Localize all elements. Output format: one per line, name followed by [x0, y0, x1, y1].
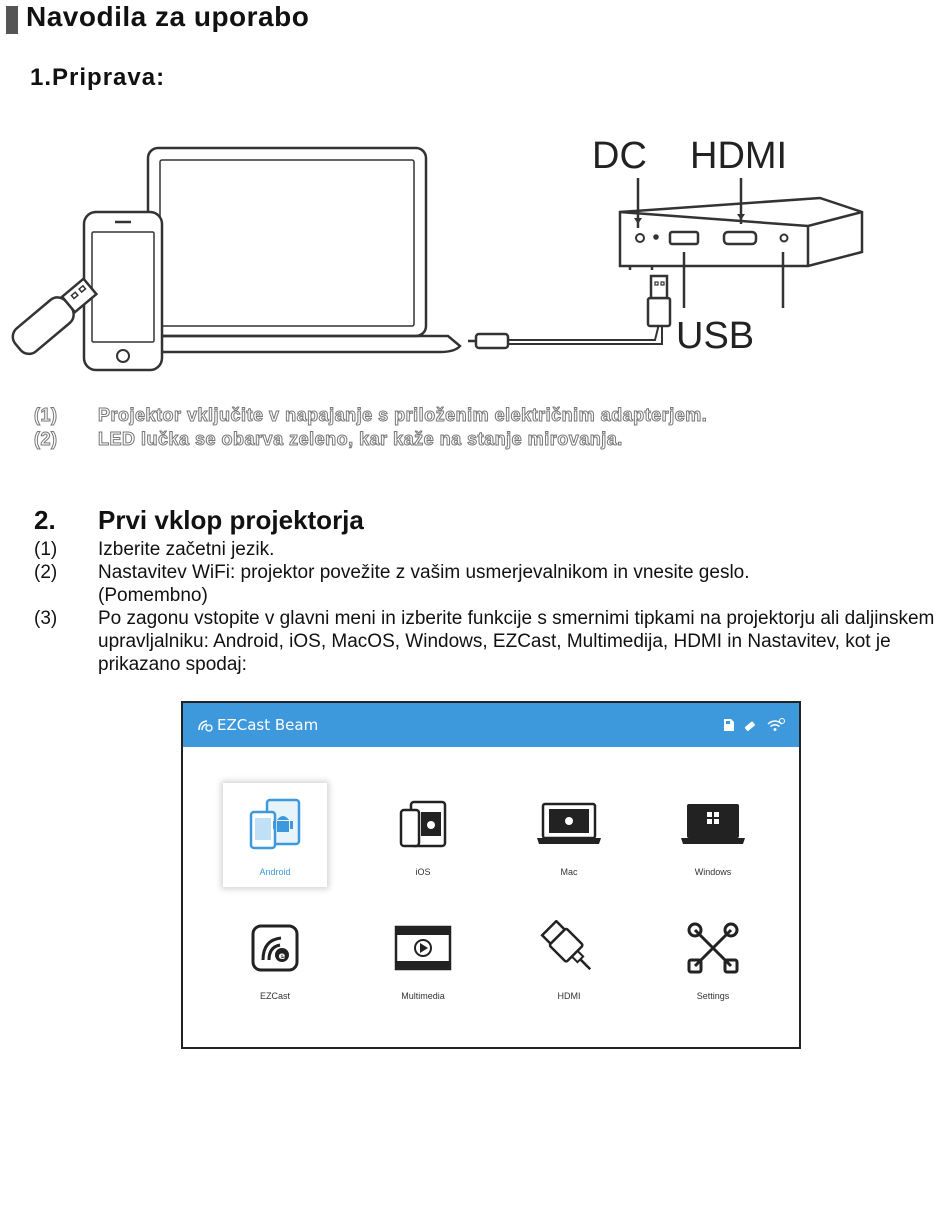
- step-number: (2): [34, 562, 58, 583]
- ezcast-icon: [249, 919, 301, 977]
- windows-icon: [677, 795, 749, 853]
- tile-label: Settings: [696, 991, 730, 1001]
- ezcast-brand-name: EZCast Beam: [217, 716, 319, 734]
- ezcast-screen: [181, 701, 801, 1049]
- section2-number: 2.: [34, 505, 56, 535]
- multimedia-icon: [394, 919, 452, 977]
- step-number: (1): [34, 539, 58, 560]
- hdmi-label: HDMI: [690, 135, 788, 177]
- section1-step: [34, 429, 707, 453]
- step-number: (3): [34, 608, 58, 629]
- section1-steps: [34, 405, 707, 453]
- phone-image: [84, 212, 162, 370]
- tile-ios[interactable]: [371, 783, 475, 887]
- section2-heading: [34, 505, 364, 536]
- ios-icon: [397, 795, 449, 853]
- tile-ezcast[interactable]: [223, 907, 327, 1011]
- step-text: Nastavitev WiFi: projektor povežite z vašim usmerjevalnikom in vnesite geslo.(Pomembno): [98, 562, 750, 606]
- section2-step: [34, 561, 938, 607]
- section2-title: Prvi vklop projektorja: [98, 505, 364, 535]
- page-title: Navodila za uporabo: [26, 1, 310, 32]
- section1-step: [34, 405, 707, 429]
- tile-multimedia[interactable]: [371, 907, 475, 1011]
- usb-plug-small: [476, 334, 508, 348]
- section2-step: [34, 538, 938, 561]
- step-text: Po zagonu vstopite v glavni meni in izberite funkcije s smernimi tipkami na projektorju ali daljinskem upravljalniku: Android, iOS, MacOS, Windows, EZCast, Multimedija, HDMI in Nastavitev, kot je prikazano spodaj:: [98, 608, 935, 675]
- tile-label: Android: [259, 867, 291, 877]
- wifi-icon: [767, 718, 785, 732]
- connection-diagram: [0, 120, 950, 390]
- svg-text:e: e: [278, 951, 286, 962]
- ezcast-logo-icon: [197, 718, 213, 732]
- step-text: Projektor vključite v napajanje s priloženim električnim adapterjem.: [98, 405, 708, 425]
- mac-icon: [533, 795, 605, 853]
- usb-drive-icon: [743, 718, 759, 732]
- section1-title: 1.Priprava:: [30, 64, 166, 91]
- tile-mac[interactable]: [517, 783, 621, 887]
- ezcast-brand: [197, 716, 318, 734]
- laptop-image: [148, 148, 426, 336]
- ezcast-header: [183, 703, 799, 747]
- tile-settings[interactable]: [661, 907, 765, 1011]
- step-text: LED lučka se obarva zeleno, kar kaže na stanje mirovanja.: [98, 429, 623, 449]
- settings-icon: [685, 919, 741, 977]
- section2-steps: [34, 538, 938, 676]
- step-text: Izberite začetni jezik.: [98, 539, 275, 560]
- tile-windows[interactable]: [661, 783, 765, 887]
- hdmi-icon: [539, 919, 599, 977]
- tile-label: Multimedia: [401, 991, 445, 1001]
- section2-step: [34, 607, 938, 676]
- step-number: (2): [34, 429, 58, 449]
- header-accent-bar: [6, 6, 18, 34]
- tile-label: Windows: [694, 867, 732, 877]
- tile-android[interactable]: [223, 783, 327, 887]
- usb-label: USB: [676, 315, 755, 357]
- tile-label: EZCast: [259, 991, 290, 1001]
- status-icons: [723, 718, 785, 732]
- usb-plug-image: [648, 298, 670, 326]
- step-number: (1): [34, 405, 58, 425]
- android-icon: [247, 795, 303, 853]
- tile-hdmi[interactable]: [517, 907, 621, 1011]
- sd-card-icon: [723, 718, 735, 732]
- tile-label: Mac: [560, 867, 578, 877]
- tile-label: iOS: [415, 867, 431, 877]
- tile-label: HDMI: [557, 991, 581, 1001]
- dc-label: DC: [592, 135, 647, 177]
